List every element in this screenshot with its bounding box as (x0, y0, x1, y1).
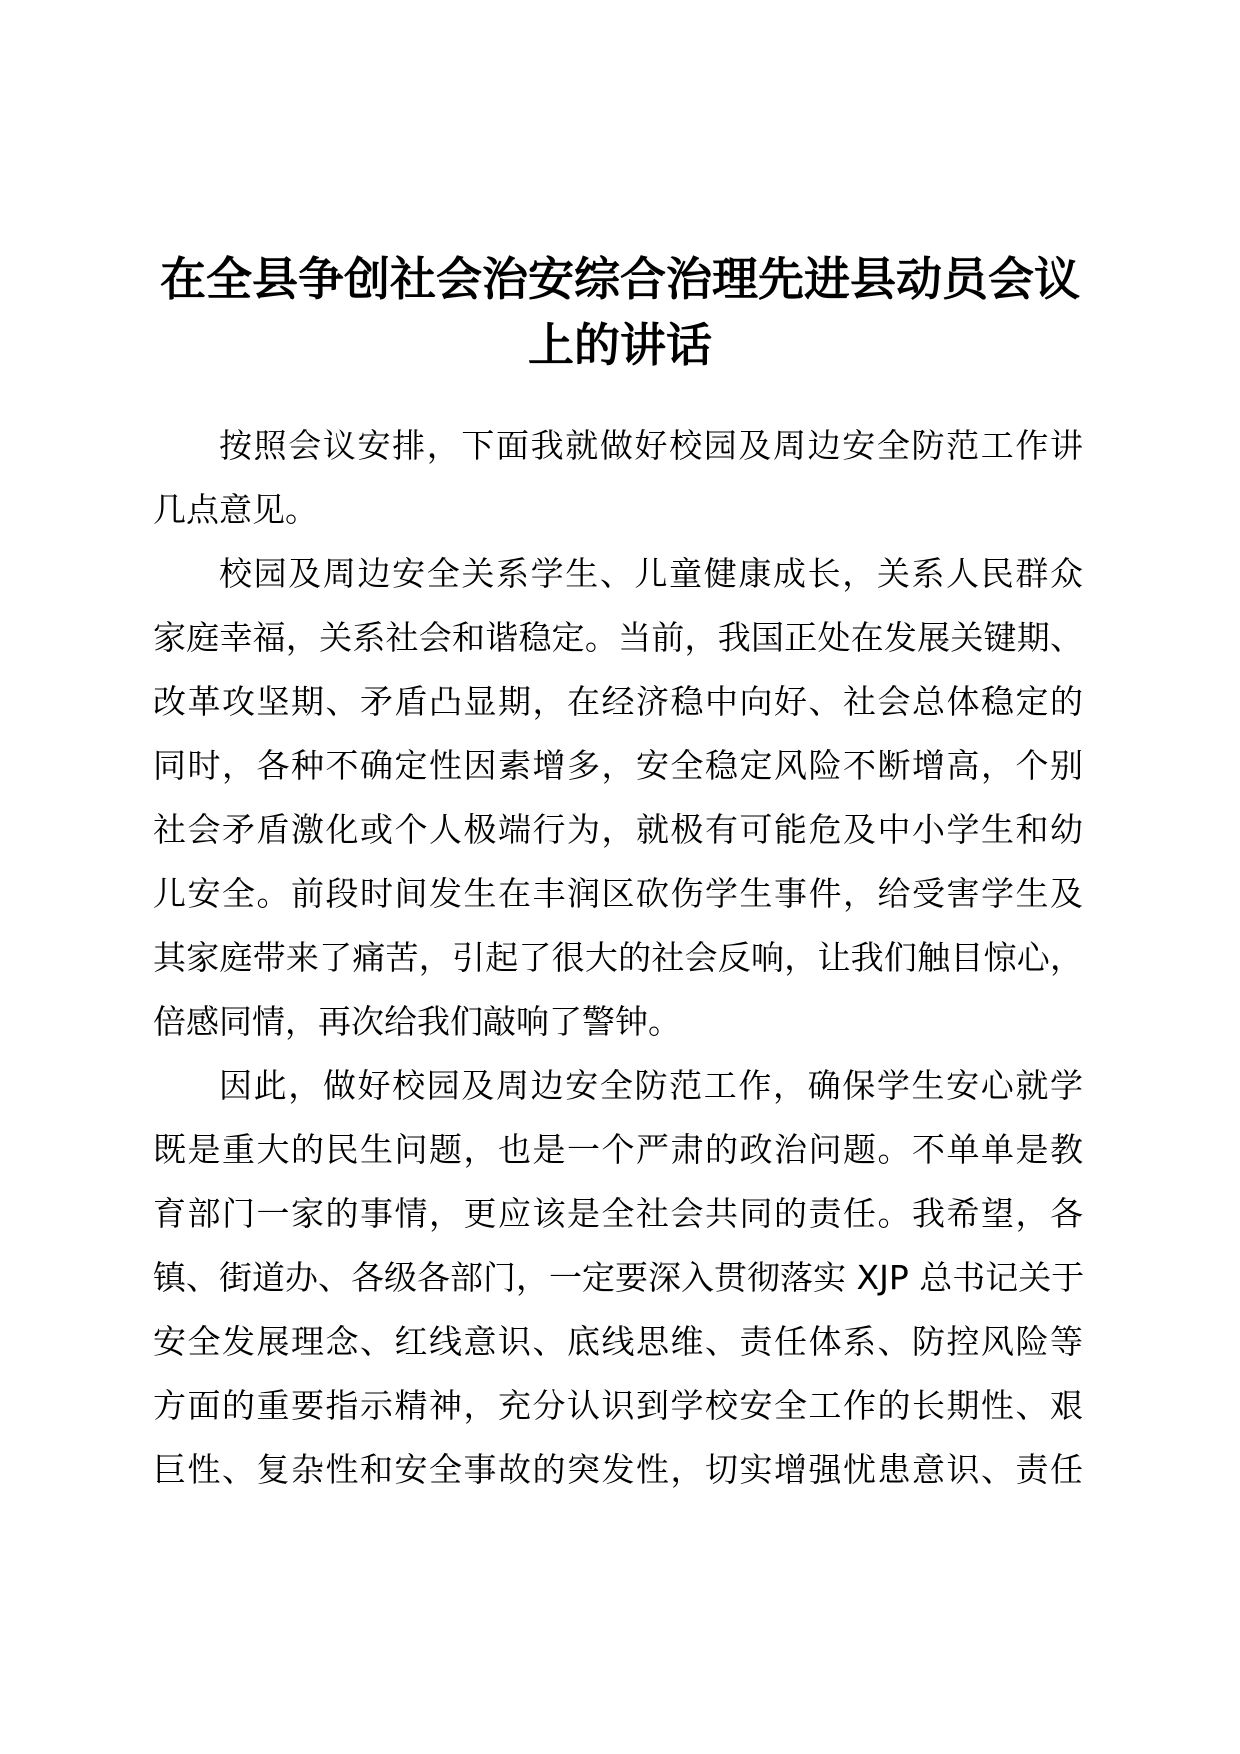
paragraph-line: 其家庭带来了痛苦，引起了很大的社会反响，让我们触目惊心， (153, 938, 1083, 977)
paragraph-3 (153, 1054, 1083, 1502)
paragraph-line: 儿安全。前段时间发生在丰润区砍伤学生事件，给受害学生及 (153, 874, 1083, 913)
document-body (153, 414, 1083, 1502)
paragraph-1 (153, 414, 1083, 542)
paragraph-line: 既是重大的民生问题，也是一个严肃的政治问题。不单单是教 (153, 1130, 1083, 1169)
paragraph-line: 因此，做好校园及周边安全防范工作，确保学生安心就学 (219, 1066, 1083, 1105)
paragraph-line: 安全发展理念、红线意识、底线思维、责任体系、防控风险等 (153, 1322, 1083, 1361)
paragraph-line: 校园及周边安全关系学生、儿童健康成长，关系人民群众 (219, 554, 1083, 593)
paragraph-line: 育部门一家的事情，更应该是全社会共同的责任。我希望，各 (153, 1194, 1083, 1233)
paragraph-line: 巨性、复杂性和安全事故的突发性，切实增强忧患意识、责任 (153, 1450, 1083, 1489)
title-line: 在全县争创社会治安综合治理先进县动员会议 (160, 252, 1080, 306)
paragraph-line: 改革攻坚期、矛盾凸显期，在经济稳中向好、社会总体稳定的 (153, 682, 1083, 721)
paragraph-line: 镇、街道办、各级各部门，一定要深入贯彻落实 XJP 总书记关于 (153, 1258, 1085, 1297)
paragraph-line: 按照会议安排，下面我就做好校园及周边安全防范工作讲 (219, 426, 1083, 465)
paragraph-2 (153, 542, 1083, 1054)
paragraph-line: 社会矛盾激化或个人极端行为，就极有可能危及中小学生和幼 (153, 810, 1083, 849)
paragraph-line: 家庭幸福，关系社会和谐稳定。当前，我国正处在发展关键期、 (153, 618, 1083, 657)
document-title (140, 246, 1100, 378)
paragraph-line: 同时，各种不确定性因素增多，安全稳定风险不断增高，个别 (153, 746, 1083, 785)
paragraph-line: 倍感同情，再次给我们敲响了警钟。 (153, 1002, 681, 1041)
paragraph-line: 几点意见。 (153, 490, 318, 529)
paragraph-line: 方面的重要指示精神，充分认识到学校安全工作的长期性、艰 (153, 1386, 1083, 1425)
title-line: 上的讲话 (528, 318, 712, 372)
